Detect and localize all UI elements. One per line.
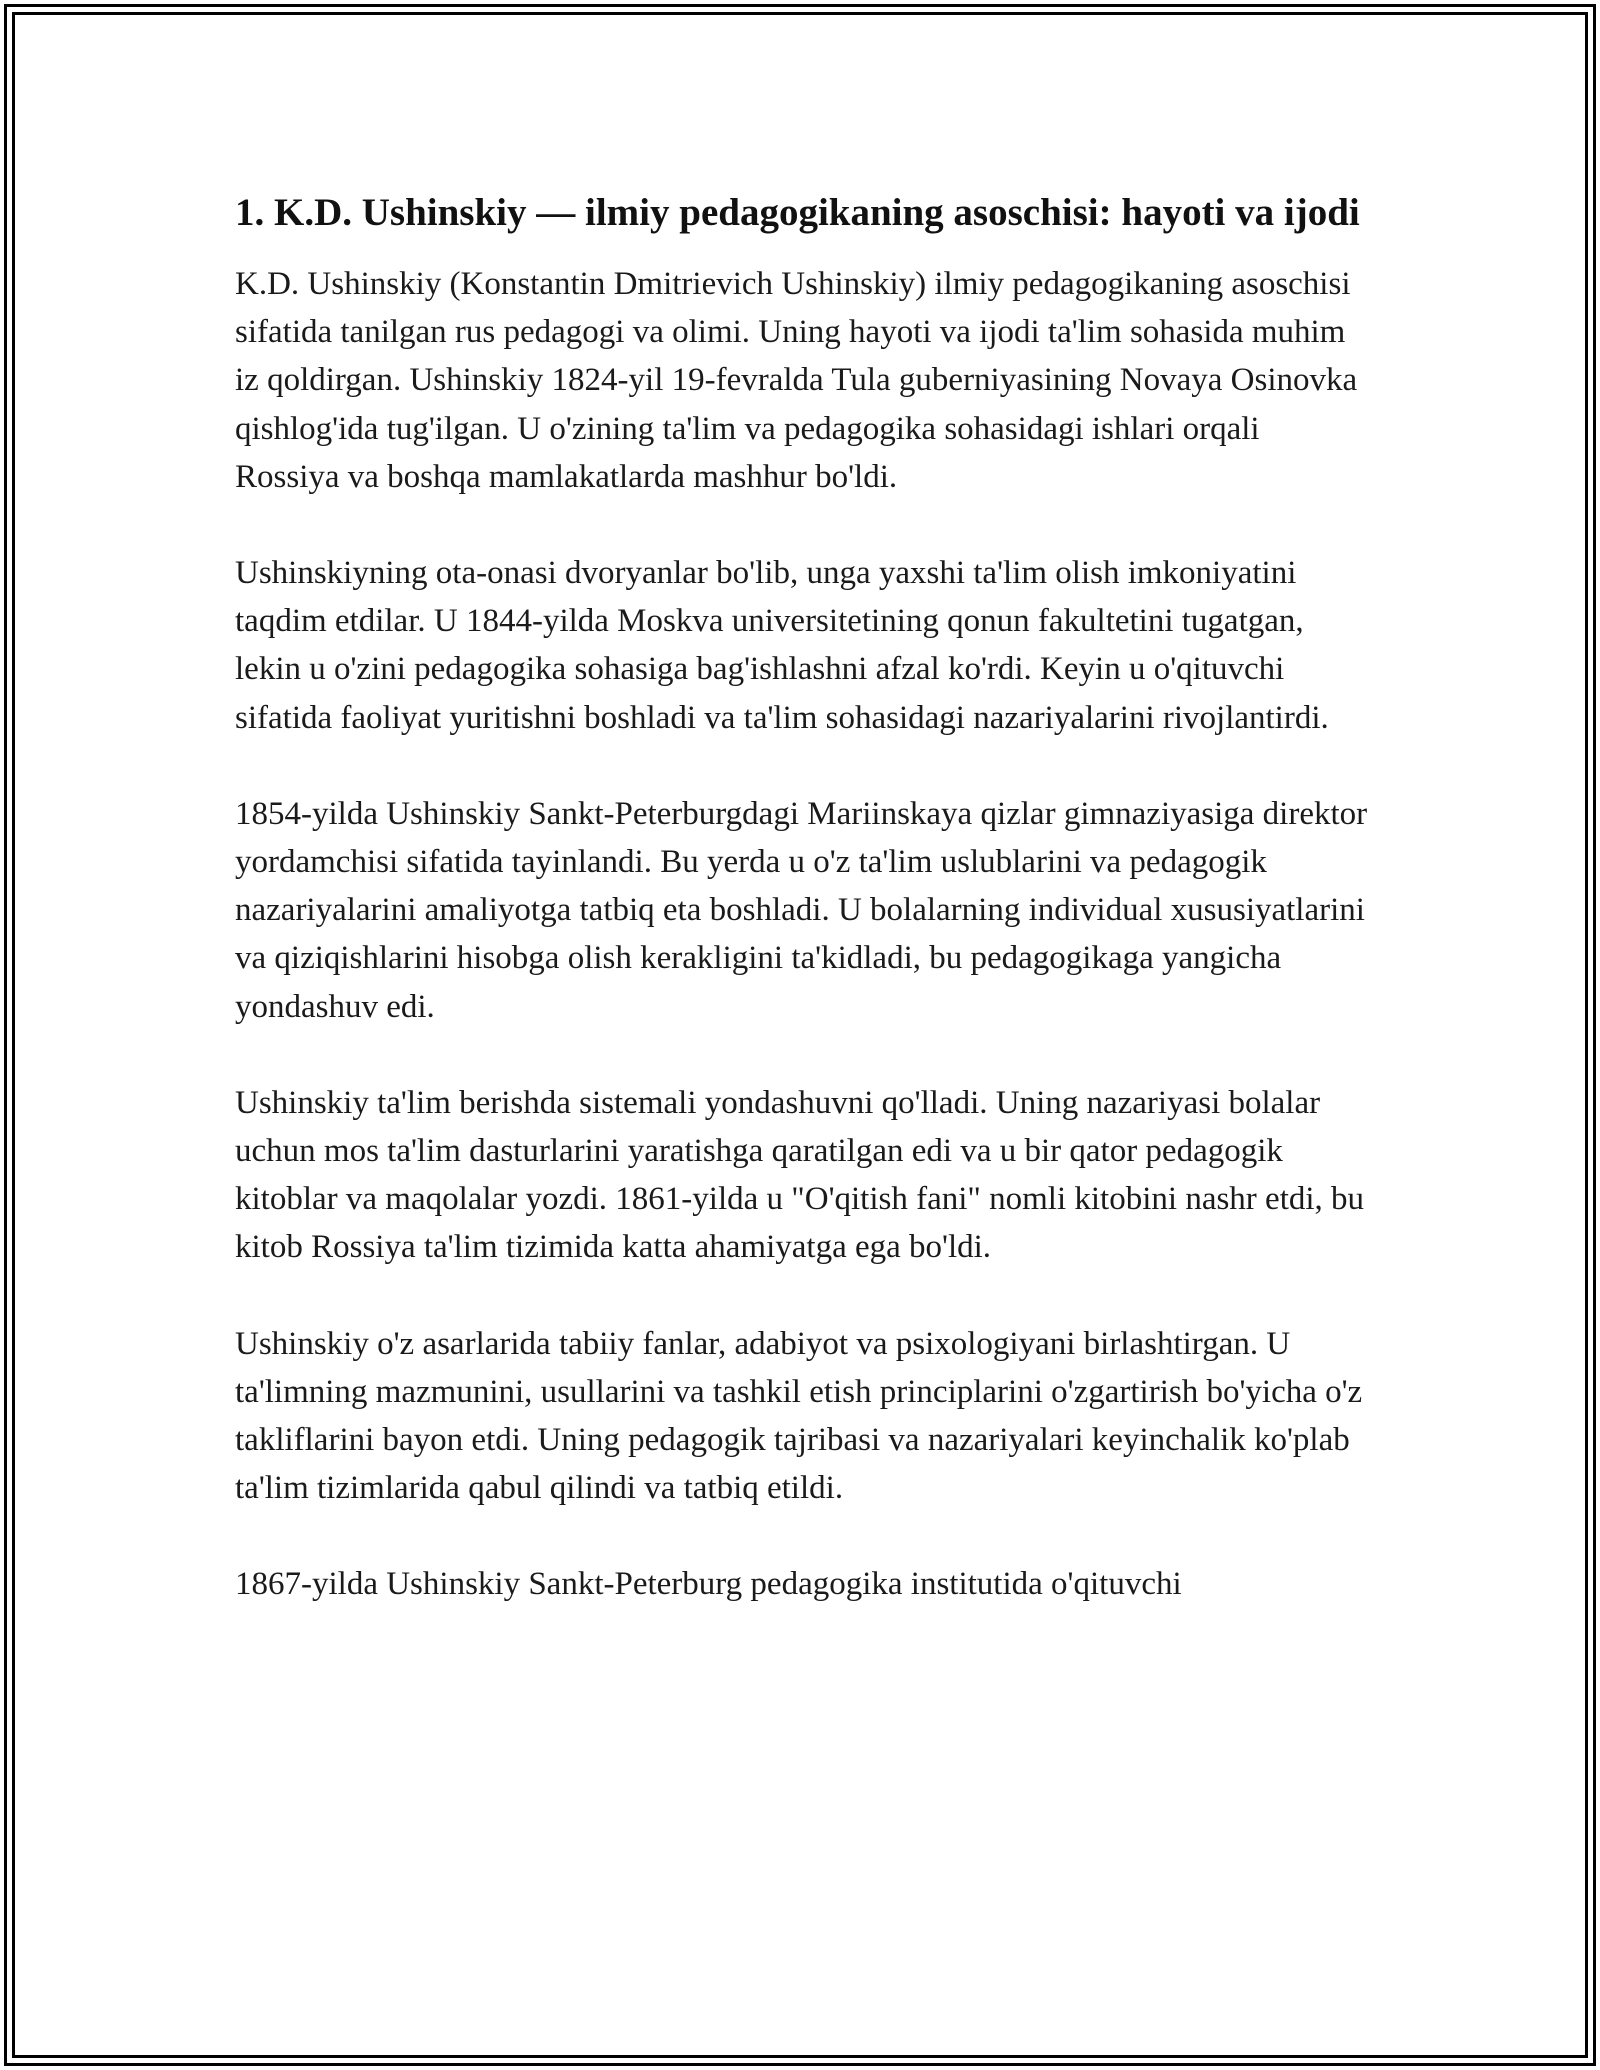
paragraph-3: 1854-yilda Ushinskiy Sankt-Peterburgdagi Mariinskaya qizlar gimnaziyasiga direktor yordamchisi sifatida tayinlandi. Bu yerda u o'z ta'lim uslublarini va pedagogik nazariyalarini amaliyotga tatbiq eta boshladi. U bolalarning individual xususiyatlarini va qiziqishlarini hisobga olish kerakligini ta'kidladi, bu pedagogikaga yangicha yondashuv edi. (235, 795, 1368, 1025)
document-body (235, 186, 1370, 1657)
paragraph-1: K.D. Ushinskiy (Konstantin Dmitrievich Ushinskiy) ilmiy pedagogikaning asoschisi sifatida tanilgan rus pedagogi va olimi. Uning hayoti va ijodi ta'lim sohasida muhim iz qoldirgan. Ushinskiy 1824-yil 19-fevralda Tula guberniyasining Novaya Osinovka qishlog'ida tug'ilgan. U o'zining ta'lim va pedagogika sohasidagi ishlari orqali Rossiya va boshqa mamlakatlarda mashhur bo'ldi. (235, 266, 1358, 495)
paragraph-5: Ushinskiy o'z asarlarida tabiiy fanlar, adabiyot va psixologiyani birlashtirgan. U ta'limning mazmunini, usullarini va tashkil etish principlarini o'zgartirish bo'yicha o'z takliflarini bayon etdi. Uning pedagogik tajribasi va nazariyalari keyinchalik ko'plab ta'lim tizimlarida qabul qilindi va tatbiq etildi. (235, 1325, 1363, 1507)
paragraph-2: Ushinskiyning ota-onasi dvoryanlar bo'lib, unga yaxshi ta'lim olish imkoniyatini taqdim etdilar. U 1844-yilda Moskva universitetining qonun fakultetini tugatgan, lekin u o'zini pedagogika sohasiga bag'ishlashni afzal ko'rdi. Keyin u o'qituvchi sifatida faoliyat yuritishni boshladi va ta'lim sohasidagi nazariyalarini rivojlantirdi. (235, 555, 1329, 736)
section-heading: 1. K.D. Ushinskiy — ilmiy pedagogikaning asoschisi: hayoti va ijodi (235, 191, 1360, 234)
paragraph-6: 1867-yilda Ushinskiy Sankt-Peterburg pedagogika institutida o'qituvchi (235, 1566, 1182, 1603)
paragraph-4: Ushinskiy ta'lim berishda sistemali yondashuvni qo'lladi. Uning nazariyasi bolalar uchun mos ta'lim dasturlarini yaratishga qaratilgan edi va u bir qator pedagogik kitoblar va maqolalar yozdi. 1861-yilda u "O'qitish fani" nomli kitobini nashr etdi, bu kitob Rossiya ta'lim tizimida katta ahamiyatga ega bo'ldi. (235, 1084, 1365, 1266)
